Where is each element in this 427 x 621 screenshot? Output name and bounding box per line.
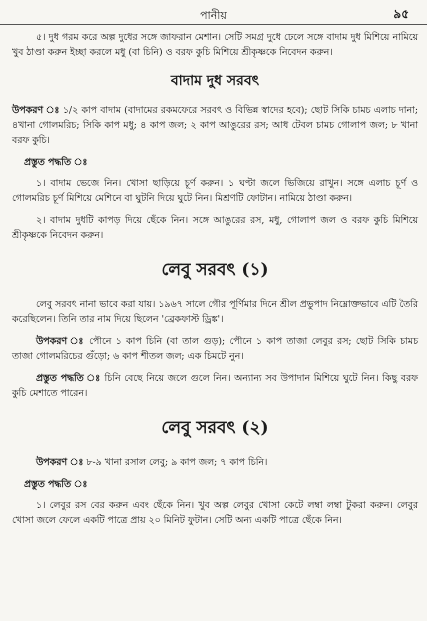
page-body: [12, 30, 418, 535]
method-label: প্রস্তুত পদ্ধতি ঃ: [24, 479, 88, 490]
page-number: ৯৫: [393, 7, 409, 21]
ingredients-text: ১/২ কাপ বাদাম (বাদামের রকমফেরে সরবৎ ও বিভিন্ন স্বাদের হবে); ছোট সিকি চামচ এলাচ দানা; ৪খানা গোলমরিচ; সিকি কাপ মধু; ৪ কাপ জল; ২ কাপ আঙুরের রস; আধ টেবল চামচ গোলাপ জল; ৮ খানা বরফ কুচি।: [12, 105, 418, 146]
running-title: পানীয়: [200, 9, 227, 22]
ingredients-lebu-1: [12, 334, 418, 364]
ingredients-label: উপকরণ ঃ: [12, 105, 60, 116]
step-paragraph: ১। লেবুর রস বের করুন এবং ছেঁকে নিন। খুব অল্প লেবুর খোসা কেটে লম্বা লম্বা টুকরা করুন। লেবুর খোসা জলে ফেলে একটি পাত্রে প্রায় ২০ মিনিট ফুটান। সেটি অন্য একটি পাত্রে ছেঁকে নিন।: [12, 500, 418, 526]
section-title-badam: বাদাম দুধ সরবৎ: [170, 73, 260, 89]
step-paragraph: ২। বাদাম দুধটি কাপড় দিয়ে ছেঁকে নিন। সঙ্গে আঙুরের রস, মধু, গোলাপ জল ও বরফ কুচি মিশিয়ে শ্রীকৃষ্ণকে নিবেদন করুন।: [12, 215, 418, 241]
section-title-lebu-1: লেবু সরবৎ (১): [161, 260, 269, 280]
method-lebu-1: [12, 371, 418, 401]
ingredients-label: উপকরণ ঃ: [36, 336, 85, 347]
ingredients-lebu-2: [12, 455, 418, 470]
ingredients-text: পৌনে ১ কাপ চিনি (বা তাল গুড়); পৌনে ১ কাপ তাজা লেবুর রস; ছোট সিকি চামচ তাজা গোলমরিচের গুঁড়ো; ৬ কাপ শীতল জল; এক চিমটে নুন।: [12, 336, 419, 362]
section-title-lebu-2: লেবু সরবৎ (২): [161, 418, 269, 438]
intro-paragraph: লেবু সরবৎ নানা ভাবে করা যায়। ১৯৬৭ সালে গৌর পূর্ণিমার দিনে শ্রীল প্রভুপাদ নিম্নোক্তভাবে এটি তৈরি করেছিলেন। তিনি তার নাম দিয়ে ছিলেন 'ব্রেকফাস্ট ড্রিঙ্ক'।: [12, 299, 418, 325]
page-header: [0, 6, 427, 25]
method-text: চিনি বেছে নিয়ে জলে গুলে নিন। অন্যান্য সব উপাদান মিশিয়ে ঘুটে নিন। কিছু বরফ কুচি মেশাতে পারেন।: [12, 373, 418, 399]
step-paragraph: ১। বাদাম ভেজে নিন। খোসা ছাড়িয়ে চূর্ণ করুন। ১ ঘণ্টা জলে ভিজিয়ে রাখুন। সঙ্গে এলাচ চূর্ণ ও গোলমরিচ চূর্ণ মিশিয়ে মেশিনে বা ঘুটনি দিয়ে ঘুটে নিন। মিশ্রণটি ফোটান। নামিয়ে ঠাণ্ডা করুন।: [12, 178, 418, 204]
method-label: প্রস্তুত পদ্ধতি ঃ: [36, 373, 101, 384]
ingredients-text: ৮-৯ খানা রসাল লেবু; ৯ কাপ জল; ৭ কাপ চিনি।: [86, 457, 268, 468]
ingredients-label: উপকরণ ঃ: [36, 457, 84, 468]
ingredients-badam: [12, 103, 418, 148]
intro-step: ৫। দুধ গরম করে অল্প দুধের সঙ্গে জাফরান মেশান। সেটি সমগ্র দুধে ঢেলে সঙ্গে বাদাম দুধ মিশিয়ে নামিয়ে খুব ঠাণ্ডা করুন ইচ্ছা করলে মধু (বা চিনি) ও বরফ কুচি মিশিয়ে শ্রীকৃষ্ণকে নিবেদন করুন।: [12, 32, 418, 58]
method-label: প্রস্তুত পদ্ধতি ঃ: [24, 157, 88, 168]
